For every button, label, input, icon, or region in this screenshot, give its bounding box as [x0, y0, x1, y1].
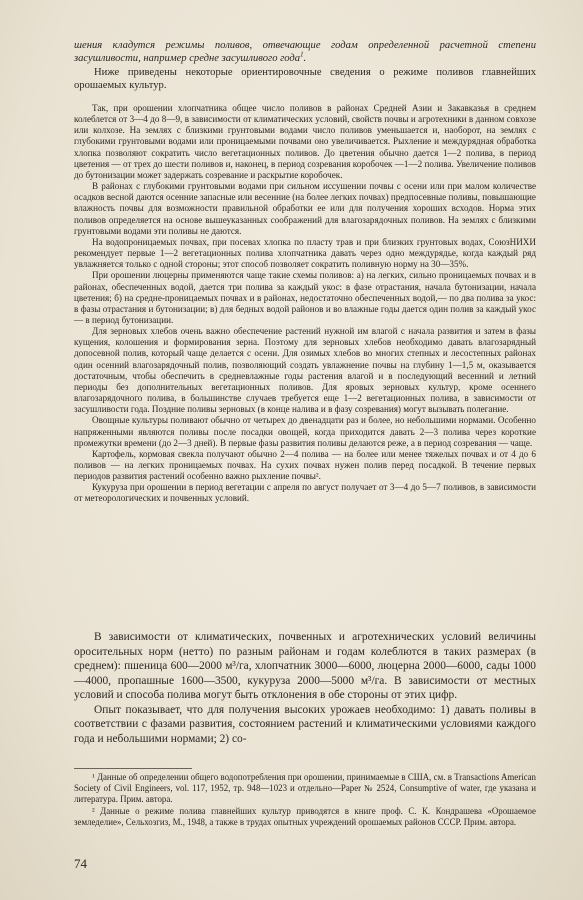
- body-paragraph: Опыт показывает, что для получения высоких урожаев необходимо: 1) давать поливы в соответствии с фазами развития, состоянием растений и климатическими условиями каждого года и небольшими нормами; 2) со-: [74, 703, 536, 745]
- small-paragraph: Картофель, кормовая свекла получают обычно 2—4 полива — на более или менее тяжелых почвах и от 4 до 6 поливов — на легких проницаемых почвах. На сухих почвах нужен полив перед посадкой. В течение первых периодов развития растений особенно важно рыхление почвы².: [74, 448, 536, 482]
- continuation-line: шения кладутся режимы поливов, отвечающие годам определенной расчетной степени засушливости, например средне засушливого года: [74, 40, 536, 65]
- footnote-ref: 1: [300, 51, 304, 59]
- small-paragraph: Овощные культуры поливают обычно от четырех до двенадцати раз и более, но небольшими нормами. Особенно напряженными являются поливы после посадки овощей, когда приходится давать 2—3 полива через короткие промежутки времени (до 2—3 дней). В первые фазы развития поливы делаются реже, а в период созревания — чаще.: [74, 415, 536, 448]
- lead-paragraph: Ниже приведены некоторые ориентировочные сведения о режиме поливов главнейших орошаемых культур.: [74, 66, 536, 92]
- small-paragraph: В районах с глубокими грунтовыми водами при сильном иссушении почвы с осени или при малом количестве осадков весной даются осенние запасные или весенние (на более легких почвах) предпосевные поливы, повышающие влажность почвы для возможности правильной обработки ее или для получения хороших всходов. Норма этих поливов определяется на основе вышеуказанных соображений для влагозарядочных поливов. На землях с близкими грунтовыми водами эти поливы не даются.: [74, 181, 536, 236]
- page-number: 74: [74, 856, 87, 871]
- intro-block: [74, 39, 536, 93]
- main-text-section: [74, 630, 536, 746]
- small-paragraph: Для зерновых хлебов очень важно обеспечение растений нужной им влагой с начала развития и затем в фазы кущения, колошения и формирования зерна. Поэтому для зерновых хлебов необходимо давать влагозарядный допосевной полив, который чаще делается с осени. Для озимых хлебов во многих степных и лесостепных районах один осенний влагозарядочный полив, позволяющий создать увлажнение почвы на глубину 1—1,5 м, оказывается достаточным, чтобы обеспечить в средневлажные годы растения влагой и в последующий весенний и летний периоды без дополнительных вегетационных поливов. Для яровых зерновых культур, кроме осеннего влагозарядочного полива, в большинстве случаев требуется еще 1—2 вегетационных полива, в зависимости от засушливости года. Поздние поливы зерновых (в конце налива и в фазу созревания) могут вызывать полегание.: [74, 326, 536, 415]
- small-paragraph: Так, при орошении хлопчатника общее число поливов в районах Средней Азии и Закавказья в среднем колеблется от 3—4 до 8—9, в зависимости от климатических условий, свойств почвы и агротехники в данном совхозе или колхозе. На землях с близкими грунтовыми водами число поливов уменьшается и, наоборот, на землях с глубокими грунтовыми водами или проницаемыми почвами оно увеличивается. Рыхление и междурядная обработка хлопка позволяют сократить число вегетационных поливов. До цветения обычно дается 1—2 полива, в период цветения — от трех до шести поливов и, наконец, в период созревания коробочек —1—2 полива. Увеличение поливов до бутонизации может задержать созревание и раскрытие коробочек.: [74, 103, 536, 180]
- small-print-section: [74, 103, 536, 505]
- body-paragraph: В зависимости от климатических, почвенных и агротехнических условий величины оросительных норм (нетто) по разным районам и годам колеблются в таких размерах (в среднем): пшеница 600—2000 м³/га, хлопчатник 3000—6000, люцерна 2000—6000, сады 1000—4000, пропашные 1600—3500, кукуруза 2000—5000 м³/га. В зависимости от местных условий и способа полива могут быть отклонения в обе стороны от этих цифр.: [74, 631, 536, 701]
- small-paragraph: При орошении люцерны применяются чаще такие схемы поливов: а) на легких, сильно проницаемых почвах и в районах, обеспеченных водой, дается три полива за каждый укос: в фазе отрастания, начала бутонизации, начала цветения; б) на средне-проницаемых почвах и в районах, недостаточно обеспеченных водой,— по два полива за укос: в фазы отрастания и бутонизации; в) для бедных водой районов и во влажные годы дается один полив за каждый укос — в период бутонизации.: [74, 270, 536, 325]
- continuation-text: шения кладутся режимы поливов, отвечающие годам определенной расчетной степени засушливости, например средне засушливого года$^1$.: [74, 40, 536, 65]
- small-paragraph: Кукуруза при орошении в период вегетации с апреля по август получает от 3—4 до 5—7 поливов, в зависимости от метеорологических и почвенных условий.: [74, 482, 536, 504]
- footnote: ¹ Данные об определении общего водопотребления при орошении, принимаемые в США, см. в Transactions American Society of Civil Engineers, vol. 117, 1952, тр. 948—1023 и отдельно—Paper № 2524, Consumptive of water, где указана и литература. Прим. автора.: [74, 772, 536, 804]
- footnote: ² Данные о режиме полива главнейших культур приводятся в книге проф. С. К. Кондрашева «Орошаемое земледелие», Сельхозгиз, М., 1948, а также в трудах опытных учреждений орошаемых районов СССР. Прим. автора.: [74, 806, 536, 827]
- small-paragraph: На водопроницаемых почвах, при посевах хлопка по пласту трав и при близких грунтовых водах, СоюзНИХИ рекомендует первые 1—2 вегетационных полива хлопчатника давать через одно междурядье, когда каждый ряд увлажняется только с одной стороны; этот способ позволяет сократить поливную норму на 30—35%.: [74, 236, 536, 270]
- footnote-divider: [74, 768, 192, 769]
- footnotes: [74, 772, 536, 829]
